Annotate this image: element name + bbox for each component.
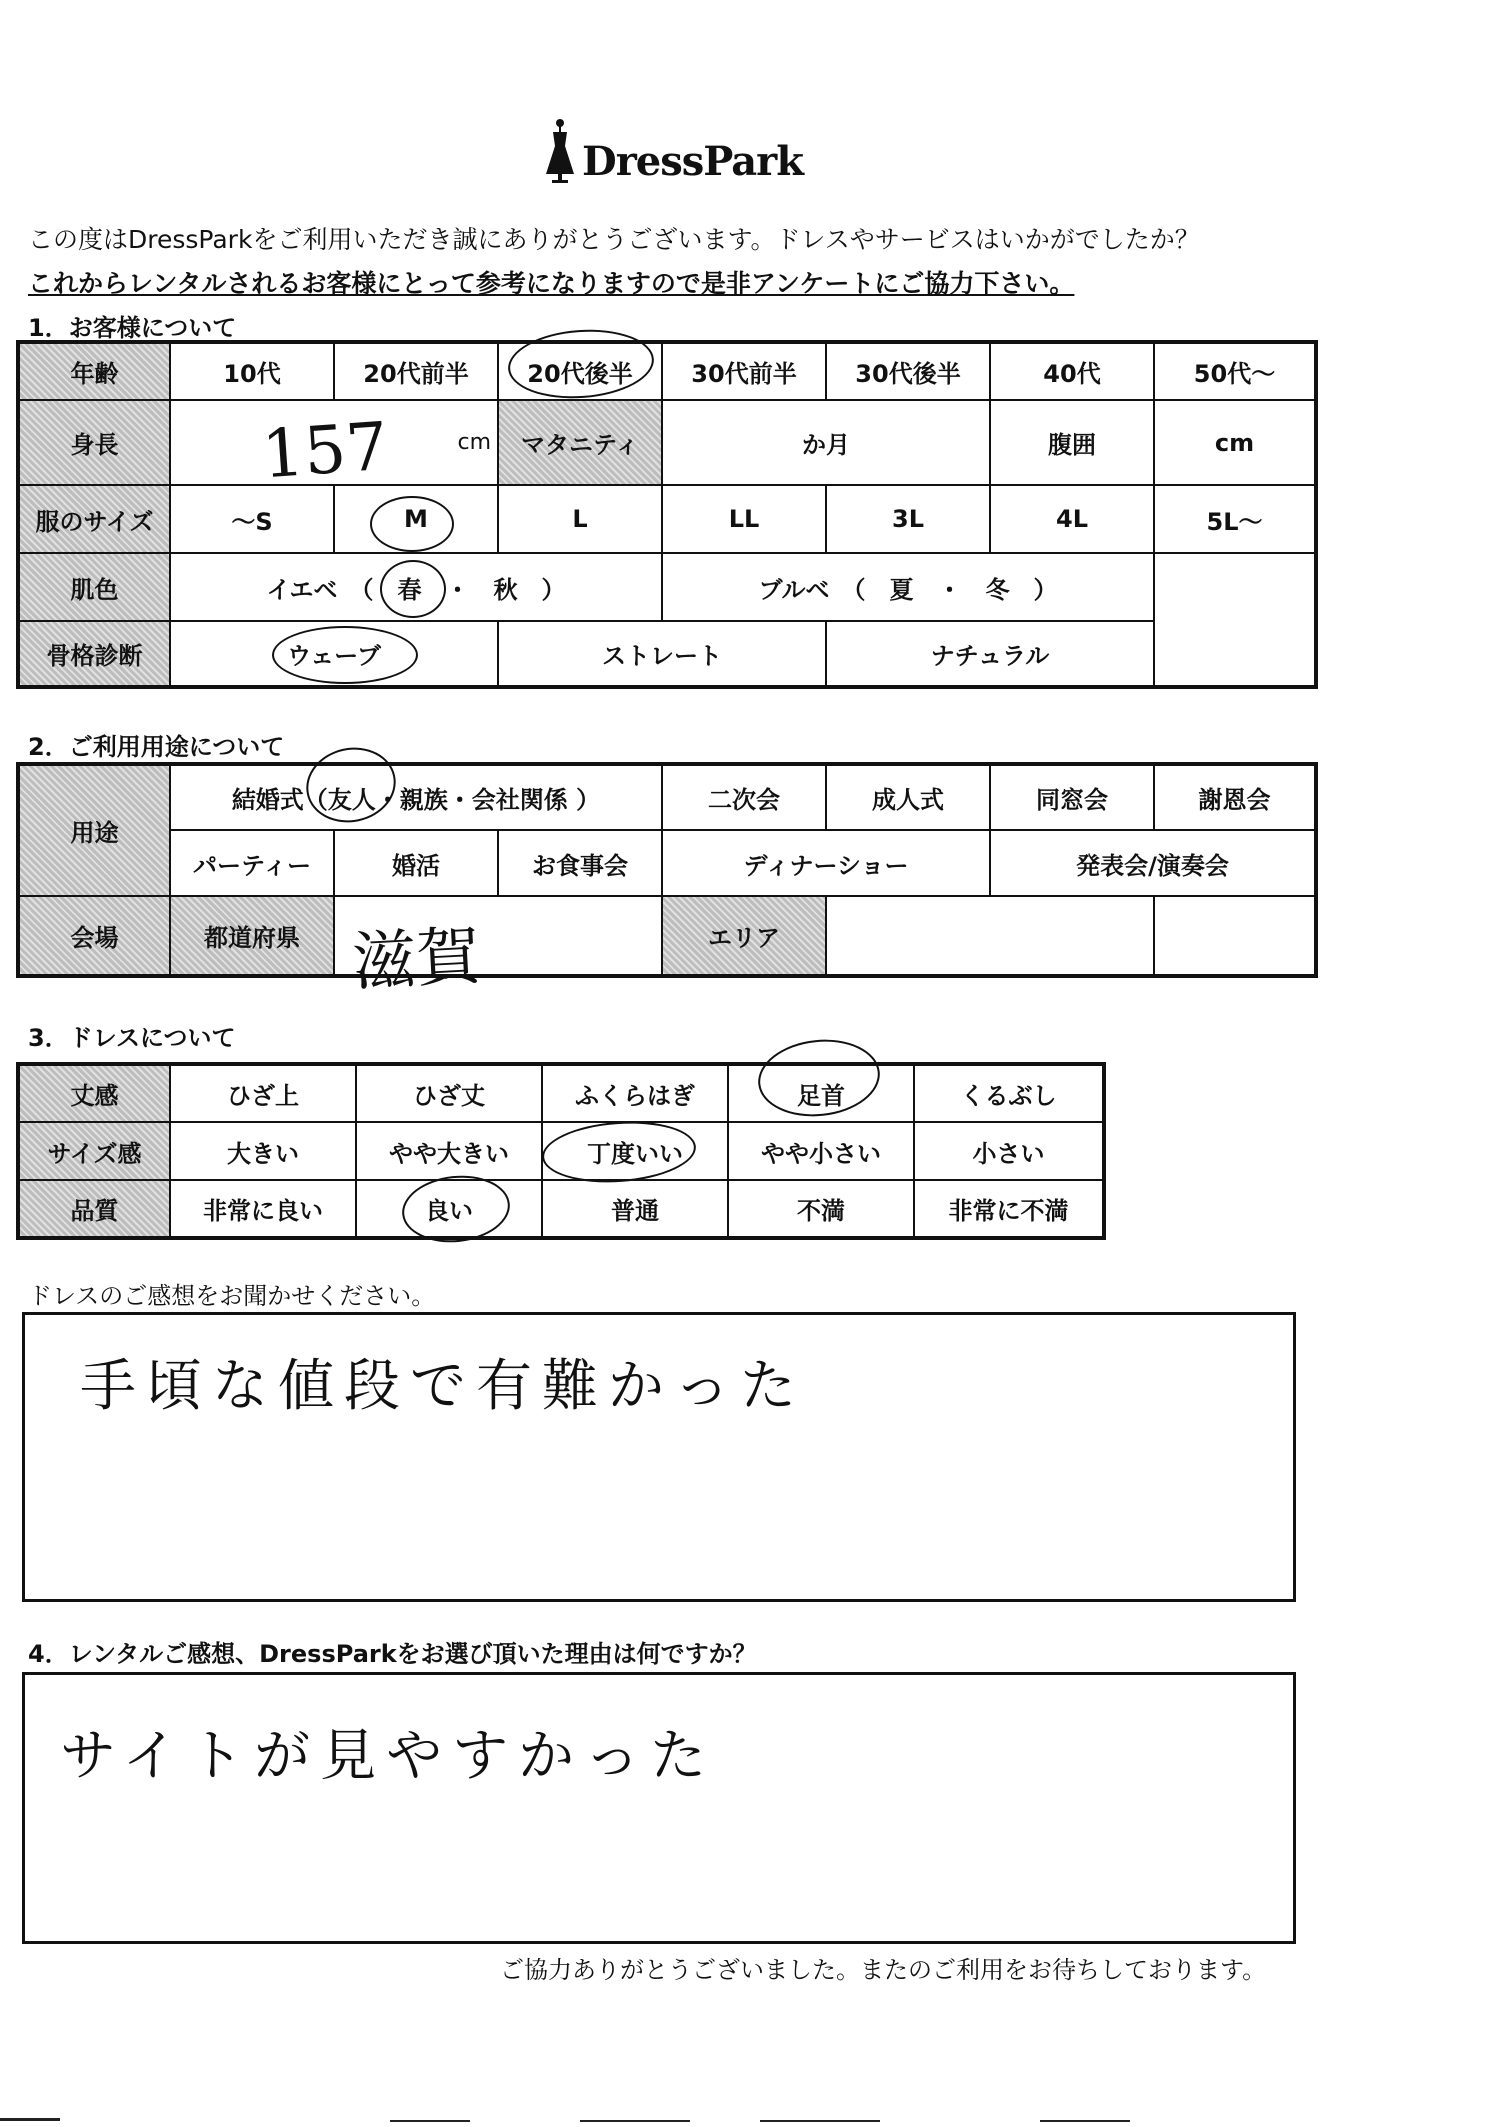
height-value: 157 xyxy=(259,407,391,494)
area-field[interactable] xyxy=(826,896,1154,976)
body-type-option-selected[interactable]: ウェーブ xyxy=(170,621,498,687)
dress-option[interactable]: 非常に不満 xyxy=(914,1180,1104,1238)
dress-option[interactable]: 小さい xyxy=(914,1122,1104,1180)
dresspark-logo xyxy=(540,118,803,188)
venue-label: 会場 xyxy=(18,896,170,976)
dress-option[interactable]: やや小さい xyxy=(728,1122,914,1180)
size-option[interactable]: 5L〜 xyxy=(1154,485,1316,553)
age-option[interactable]: 50代〜 xyxy=(1154,342,1316,400)
skin-row xyxy=(18,553,1316,621)
age-option[interactable]: 30代前半 xyxy=(662,342,826,400)
scan-artifact xyxy=(0,2118,60,2121)
age-option[interactable]: 10代 xyxy=(170,342,334,400)
customer-info-table xyxy=(16,340,1318,689)
scan-artifact xyxy=(390,2120,470,2122)
dress-option-selected[interactable]: 足首 xyxy=(728,1064,914,1122)
size-option[interactable]: 4L xyxy=(990,485,1154,553)
size-row xyxy=(18,485,1316,553)
body-type-selection-circle xyxy=(272,626,418,684)
dress-option[interactable]: くるぶし xyxy=(914,1064,1104,1122)
waist-unit[interactable]: cm xyxy=(1154,400,1316,485)
dress-option[interactable]: やや大きい xyxy=(356,1122,542,1180)
size-option[interactable]: LL xyxy=(662,485,826,553)
dress-icon xyxy=(540,118,580,184)
usage-option[interactable]: 婚活 xyxy=(334,830,498,896)
dress-option[interactable]: 大きい xyxy=(170,1122,356,1180)
closing-text: ご協力ありがとうございました。またのご利用をお待ちしております。 xyxy=(500,1956,1267,1984)
area-label: エリア xyxy=(662,896,826,976)
dress-option-selected[interactable]: 良い xyxy=(356,1180,542,1238)
size-option[interactable]: 〜S xyxy=(170,485,334,553)
age-label: 年齢 xyxy=(18,342,170,400)
size-label: 服のサイズ xyxy=(18,485,170,553)
logo-text: DressPark xyxy=(582,138,803,185)
dress-option[interactable]: 非常に良い xyxy=(170,1180,356,1238)
waist-label: 腹囲 xyxy=(990,400,1154,485)
empty-cell xyxy=(1154,553,1316,621)
body-type-row xyxy=(18,621,1316,687)
usage-label: 用途 xyxy=(18,764,170,896)
maternity-months[interactable]: か月 xyxy=(662,400,990,485)
size-option[interactable]: L xyxy=(498,485,662,553)
section3-title: 3．ドレスについて xyxy=(28,1024,236,1052)
dress-option[interactable]: 不満 xyxy=(728,1180,914,1238)
dress-option[interactable]: ふくらはぎ xyxy=(542,1064,728,1122)
height-label: 身長 xyxy=(18,400,170,485)
usage-row-2 xyxy=(18,830,1316,896)
quality-row xyxy=(18,1180,1104,1238)
age-option[interactable]: 40代 xyxy=(990,342,1154,400)
usage-option[interactable]: 謝恩会 xyxy=(1154,764,1316,830)
size-option[interactable]: 3L xyxy=(826,485,990,553)
prefecture-label: 都道府県 xyxy=(170,896,334,976)
usage-table xyxy=(16,762,1318,978)
size-option-selected[interactable]: M xyxy=(334,485,498,553)
usage-wedding[interactable]: 結婚式（友人・親族・会社関係 ） xyxy=(170,764,662,830)
scan-artifact xyxy=(580,2120,690,2122)
usage-row-1 xyxy=(18,764,1316,830)
usage-option[interactable]: 二次会 xyxy=(662,764,826,830)
body-type-label: 骨格診断 xyxy=(18,621,170,687)
dress-option[interactable]: ひざ丈 xyxy=(356,1064,542,1122)
feedback-prompt: ドレスのご感想をお聞かせください。 xyxy=(28,1282,436,1310)
height-unit: cm xyxy=(170,400,498,485)
section2-title: 2．ご利用用途について xyxy=(28,733,285,761)
dress-row-label: サイズ感 xyxy=(18,1122,170,1180)
usage-option[interactable]: 成人式 xyxy=(826,764,990,830)
reason-answer: サイトが見やすかった xyxy=(60,1724,717,1789)
age-option[interactable]: 20代前半 xyxy=(334,342,498,400)
skin-label: 肌色 xyxy=(18,553,170,621)
dress-option[interactable]: 普通 xyxy=(542,1180,728,1238)
dress-row-label: 丈感 xyxy=(18,1064,170,1122)
body-type-option[interactable]: ストレート xyxy=(498,621,826,687)
length-row xyxy=(18,1064,1104,1122)
height-row xyxy=(18,400,1316,485)
usage-option[interactable]: 発表会/演奏会 xyxy=(990,830,1316,896)
section4-title: 4．レンタルご感想、DressParkをお選び頂いた理由は何ですか？ xyxy=(28,1640,757,1668)
dress-row-label: 品質 xyxy=(18,1180,170,1238)
section1-title: 1．お客様について xyxy=(28,314,237,342)
dress-option[interactable]: ひざ上 xyxy=(170,1064,356,1122)
prefecture-value: 滋賀 xyxy=(350,919,483,1001)
skin-selection-circle xyxy=(380,560,446,618)
intro-text: この度はDressParkをご利用いただき誠にありがとうございます。ドレスやサービスはいかがでしたか？ xyxy=(28,225,1200,254)
scan-artifact xyxy=(1040,2120,1130,2122)
size-selection-circle xyxy=(370,496,454,552)
dress-option-selected[interactable]: 丁度いい xyxy=(542,1122,728,1180)
usage-option[interactable]: パーティー xyxy=(170,830,334,896)
age-option[interactable]: 30代後半 xyxy=(826,342,990,400)
skin-blue-option[interactable]: ブルベ （ 夏 ・ 冬 ） xyxy=(662,553,1154,621)
empty-cell xyxy=(1154,896,1316,976)
feedback-answer: 手頃な値段で有難かった xyxy=(80,1354,806,1419)
venue-row xyxy=(18,896,1316,976)
body-type-option[interactable]: ナチュラル xyxy=(826,621,1154,687)
empty-cell xyxy=(1154,621,1316,687)
maternity-label: マタニティ xyxy=(498,400,662,485)
usage-option[interactable]: 同窓会 xyxy=(990,764,1154,830)
usage-option[interactable]: ディナーショー xyxy=(662,830,990,896)
usage-option[interactable]: お食事会 xyxy=(498,830,662,896)
age-row xyxy=(18,342,1316,400)
scan-artifact xyxy=(760,2120,880,2122)
intro-request: これからレンタルされるお客様にとって参考になりますので是非アンケートにご協力下さい。 xyxy=(28,269,1075,298)
age-option-selected[interactable]: 20代後半 xyxy=(498,342,662,400)
skin-yellow-option[interactable]: イエベ （ 春 ・ 秋 ） xyxy=(170,553,662,621)
